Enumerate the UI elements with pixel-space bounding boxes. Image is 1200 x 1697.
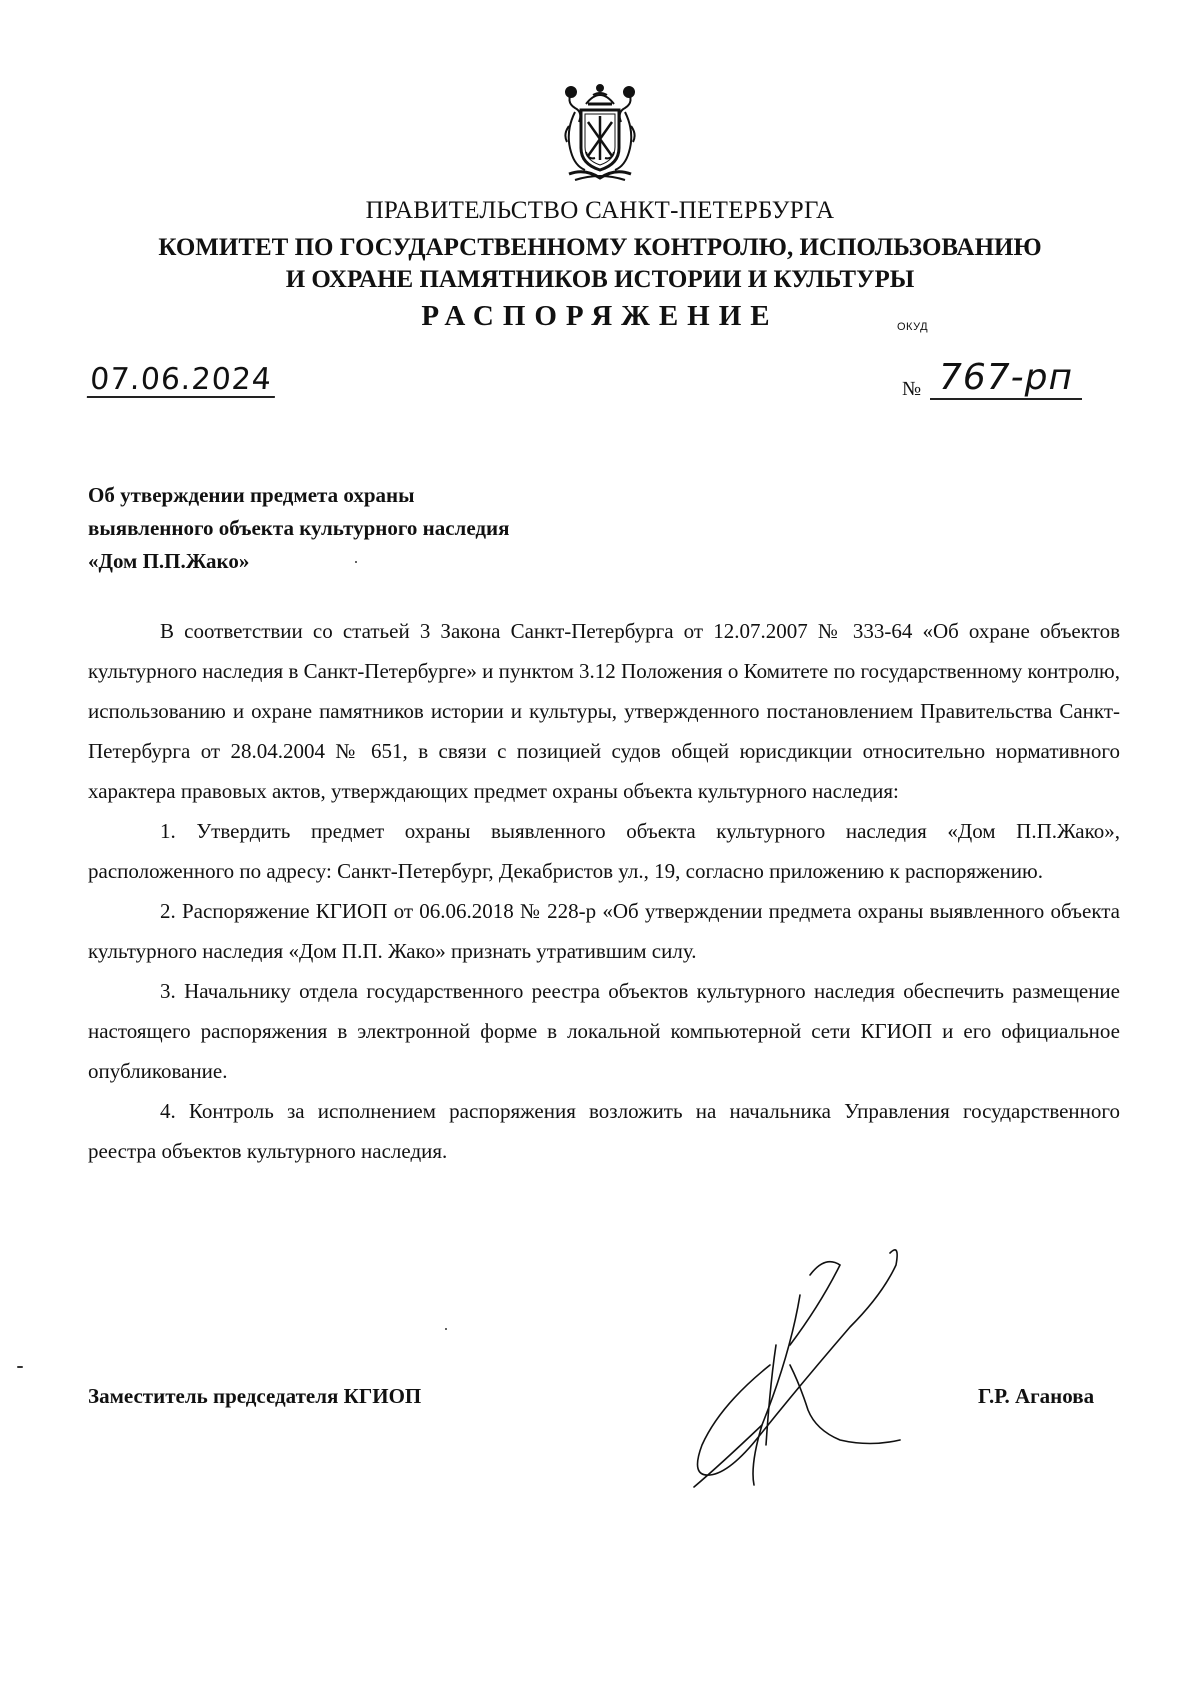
preamble-paragraph: В соответствии со статьей 3 Закона Санкт-Петербурга от 12.07.2007 № 333-64 «Об охране объектов культурного наследия в Санкт-Петербурге» и пунктом 3.12 Положения о Комитете по государственному контролю, использованию и охране памятников истории и культуры, утвержденного постановлением Правительства Санкт-Петербурга от 28.04.2004 № 651, в связи с позицией судов общей юрисдикции относительно нормативного характера правовых актов, утверждающих предмет охраны объекта культурного наследия:: [88, 619, 1120, 803]
handwritten-signature: [650, 1235, 920, 1505]
signatory-title: Заместитель председателя КГИОП: [88, 1384, 422, 1408]
scan-speck: [445, 1328, 447, 1330]
document-number: 767-рп: [930, 358, 1082, 400]
subject-line-2: выявленного объекта культурного наследия: [88, 516, 510, 540]
scan-speck: [355, 561, 357, 563]
document-body: [88, 611, 1120, 1171]
clause-4: 4. Контроль за исполнением распоряжения возложить на начальника Управления государственного реестра объектов культурного наследия.: [88, 1099, 1120, 1163]
clause-2: 2. Распоряжение КГИОП от 06.06.2018 № 228-р «Об утверждении предмета охраны выявленного объекта культурного наследия «Дом П.П. Жако» признать утратившим силу.: [88, 899, 1120, 963]
coat-of-arms-icon: [555, 82, 645, 186]
government-name: ПРАВИТЕЛЬСТВО САНКТ-ПЕТЕРБУРГА: [365, 197, 835, 224]
committee-line-1: КОМИТЕТ ПО ГОСУДАРСТВЕННОМУ КОНТРОЛЮ, ИСПОЛЬЗОВАНИЮ: [158, 234, 1042, 261]
document-date: 07.06.2024: [87, 364, 277, 398]
scan-speck: [17, 1366, 23, 1368]
subject-line-1: Об утверждении предмета охраны: [88, 483, 415, 507]
committee-line-2: И ОХРАНЕ ПАМЯТНИКОВ ИСТОРИИ И КУЛЬТУРЫ: [285, 266, 915, 293]
clause-1: 1. Утвердить предмет охраны выявленного объекта культурного наследия «Дом П.П.Жако», расположенного по адресу: Санкт-Петербург, Декабристов ул., 19, согласно приложению к распоряжению.: [88, 819, 1120, 883]
committee-name: [0, 232, 1200, 296]
document-type: РАСПОРЯЖЕНИЕ: [421, 300, 779, 332]
clause-3: 3. Начальнику отдела государственного реестра объектов культурного наследия обеспечить размещение настоящего распоряжения в электронной форме в локальной компьютерной сети КГИОП и его официальное опубликование.: [88, 979, 1120, 1083]
okud-label: ОКУД: [897, 321, 929, 333]
number-sign: №: [902, 378, 922, 400]
signatory-name: Г.Р. Аганова: [978, 1384, 1095, 1408]
document-subject: [88, 479, 509, 578]
subject-line-3: «Дом П.П.Жако»: [88, 549, 250, 573]
